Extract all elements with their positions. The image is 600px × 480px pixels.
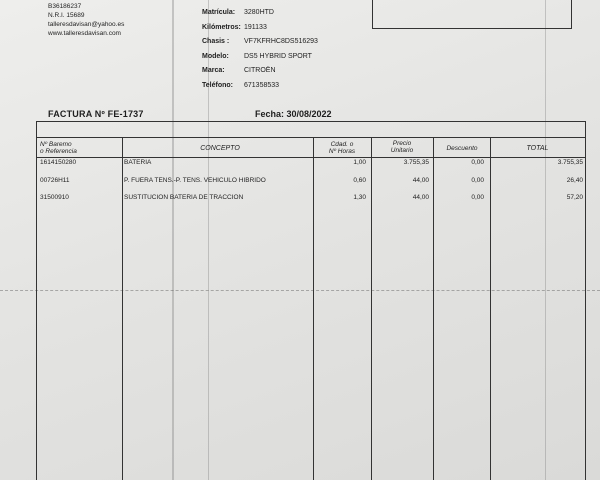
row-total: 26,40 — [566, 177, 583, 184]
header-concept: CONCEPTO — [200, 145, 240, 152]
vehicle-label: Matrícula: — [202, 9, 236, 16]
row-qty: 1,30 — [353, 194, 366, 201]
row-concept: P. FUERA TENS.-P. TENS. VEHICULO HIBRIDO — [124, 177, 266, 184]
row-discount: 0,00 — [471, 194, 484, 201]
row-ref: 1614150280 — [40, 159, 77, 166]
vehicle-row — [202, 50, 318, 65]
company-info — [48, 2, 124, 38]
row-price: 44,00 — [412, 177, 429, 184]
row-price: 44,00 — [412, 194, 429, 201]
vehicle-value: 191133 — [244, 23, 267, 31]
column-divider — [433, 137, 434, 480]
vehicle-label: Kilómetros: — [202, 23, 241, 31]
header-price: Precio Unitario — [390, 140, 414, 154]
row-total: 3.755,35 — [557, 159, 583, 166]
table-divider — [36, 157, 585, 158]
vehicle-value: VF7KFRHC8DS516293 — [244, 38, 318, 45]
invoice-table — [36, 121, 586, 480]
invoice-date: Fecha: 30/08/2022 — [255, 109, 332, 119]
vehicle-row — [202, 35, 318, 50]
table-divider — [36, 137, 585, 138]
vehicle-label: Teléfono: — [202, 81, 233, 89]
customer-box — [372, 0, 572, 29]
vehicle-row — [202, 21, 318, 36]
vehicle-value: 3280HTD — [244, 9, 274, 16]
company-email: talleresdavisan@yahoo.es — [48, 21, 125, 28]
vehicle-label: Modelo: — [202, 52, 229, 60]
vehicle-label: Chasis : — [202, 38, 230, 45]
vehicle-label: Marca: — [202, 67, 225, 74]
vehicle-value: 671358533 — [244, 81, 280, 89]
row-discount: 0,00 — [471, 177, 484, 184]
column-divider — [371, 137, 372, 480]
vehicle-row — [202, 79, 318, 94]
column-divider — [122, 137, 123, 480]
column-divider — [490, 137, 491, 480]
header-total: TOTAL — [526, 145, 549, 152]
row-ref: 00726H11 — [40, 177, 70, 184]
vehicle-value: DS5 HYBRID SPORT — [244, 52, 312, 60]
row-ref: 31500910 — [40, 194, 69, 201]
row-concept: BATERIA — [124, 159, 152, 166]
vehicle-value: CITROËN — [244, 67, 276, 74]
row-qty: 0,60 — [353, 177, 366, 184]
header-qty: Cdad. o Nº Horas — [328, 141, 356, 155]
row-qty: 1,00 — [353, 159, 366, 166]
invoice-number: FACTURA Nº FE-1737 — [48, 109, 144, 119]
company-web: www.talleresdavisan.com — [48, 30, 121, 37]
row-total: 57,20 — [566, 194, 583, 201]
header-discount: Descuento — [446, 145, 478, 152]
row-discount: 0,00 — [471, 159, 484, 166]
column-divider — [313, 137, 314, 480]
vehicle-row — [202, 64, 318, 79]
vehicle-row — [202, 6, 318, 21]
row-price: 3.755,35 — [403, 159, 429, 166]
company-nri: N.R.I. 15689 — [48, 12, 85, 19]
company-cif: B36186237 — [48, 3, 82, 10]
vehicle-info — [202, 6, 318, 93]
row-concept: SUSTITUCION BATERIA DE TRACCION — [124, 194, 244, 201]
header-ref: Nº Baremo o Referencia — [40, 141, 77, 155]
